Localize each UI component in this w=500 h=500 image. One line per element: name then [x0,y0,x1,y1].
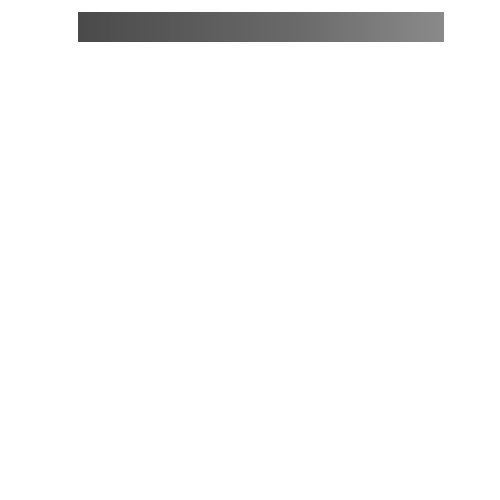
toc-column-2 [200,52,318,56]
title-banner [78,12,444,42]
toc-page [78,12,444,482]
toc-column-1 [78,52,194,60]
toc-column-3 [326,52,442,64]
